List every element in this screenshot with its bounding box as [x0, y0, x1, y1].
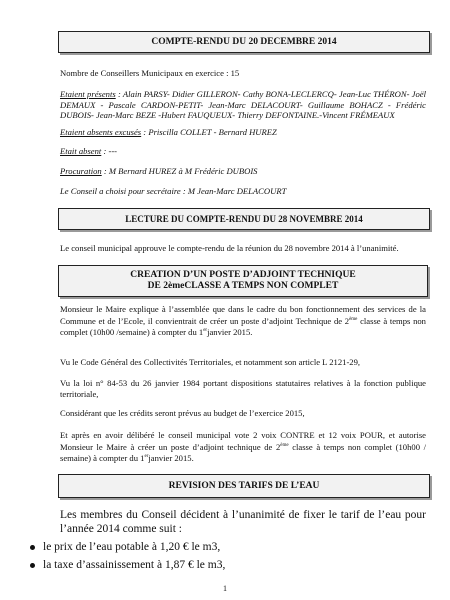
- secretaire-line: Le Conseil a choisi pour secrétaire : M Jean-Marc DELACOURT: [60, 186, 287, 196]
- creation-p1-sup-1: ème: [349, 316, 358, 322]
- creation-p5-text-a: Et après en avoir délibéré le conseil municipal vote 2 voix CONTRE et 12 voix POUR, et autorise Monsieur le Maire à créer un poste d’adjoint technique de 2: [60, 430, 426, 452]
- presents-text: : Alain PARSY- Didier GILLERON- Cathy BONA-LECLERCQ- Jean-Luc THÉRON- Joël DEMAUX - Pascale CARDON-PETIT- Jean-Marc DELACOURT- Guillaume BOHACZ - Frédéric DUBOIS- Jean-Marc BEZE -Hubert FAUQUEUX- Thierry DEFONTAINE.-Vincent FRÉMEAUX: [60, 89, 426, 121]
- creation-p5-sup-1: ème: [280, 442, 289, 448]
- creation-p5-text-b: classe à temps non complet (10h00 / semaine) à compter du 1: [60, 441, 426, 463]
- creation-paragraph-2: Vu le Code Général des Collectivités Territoriales, et notamment son article L 2121-29,: [60, 357, 361, 367]
- creation-p1-sup-2: er: [203, 328, 208, 334]
- procuration-line: [60, 166, 426, 177]
- header-title: COMPTE-RENDU DU 20 DECEMBRE 2014: [151, 37, 337, 47]
- creation-title-line-1: CREATION D’UN POSTE D’ADJOINT TECHNIQUE: [130, 270, 356, 280]
- excuses-label: Etaient absents excusés: [60, 127, 142, 137]
- presents-label: Etaient présents: [60, 89, 116, 99]
- bullet-dot-icon: [30, 563, 35, 568]
- creation-title-box: [58, 265, 428, 297]
- absent-line: [60, 146, 426, 157]
- lecture-title-box: [58, 208, 430, 230]
- presents-paragraph: [60, 89, 426, 121]
- bullet-item-assainissement: [30, 558, 225, 572]
- absent-label: Etait absent: [60, 146, 102, 156]
- tarifs-text: Les membres du Conseil décident à l’unanimité de fixer le tarif de l’eau pour l’année 2014 comme suit :: [60, 509, 426, 535]
- conseillers-count: Nombre de Conseillers Municipaux en exercice : 15: [60, 68, 240, 78]
- tarifs-title-box: [58, 474, 430, 498]
- creation-paragraph-4: Considérant que les crédits seront prévus au budget de l’exercice 2015,: [60, 408, 305, 418]
- creation-p5-sup-2: er: [144, 454, 149, 460]
- bullet-text: la taxe d’assainissement à 1,87 € le m3,: [43, 559, 226, 571]
- procuration-label: Procuration: [60, 166, 102, 176]
- excuses-line: [60, 127, 426, 138]
- bullet-item-eau-potable: [30, 540, 220, 554]
- creation-paragraph-3: Vu la loi n° 84-53 du 26 janvier 1984 portant dispositions statutaires relatives à la fonction publique territoriale,: [60, 378, 426, 399]
- absent-text: : ---: [101, 146, 118, 156]
- creation-p5-text-c: janvier 2015.: [148, 452, 194, 463]
- creation-title-line-2: DE 2èmeCLASSE A TEMPS NON COMPLET: [147, 281, 339, 291]
- lecture-text: Le conseil municipal approuve le compte-rendu de la réunion du 28 novembre 2014 à l’unanimité.: [60, 243, 399, 253]
- tarifs-title: REVISION DES TARIFS DE L’EAU: [168, 481, 320, 491]
- header-title-box: [58, 31, 430, 53]
- page-number: 1: [223, 584, 227, 593]
- procuration-text: : M Bernard HUREZ à M Frédéric DUBOIS: [101, 166, 258, 176]
- bullet-dot-icon: [30, 545, 35, 550]
- creation-p1-text-c: janvier 2015.: [207, 326, 253, 337]
- bullet-text: le prix de l’eau potable à 1,20 € le m3,: [43, 541, 221, 553]
- lecture-title: LECTURE DU COMPTE-RENDU DU 28 NOVEMBRE 2014: [125, 214, 363, 224]
- creation-p1-text-a: Monsieur le Maire explique à l’assemblée que dans le cadre du bon fonctionnement des services de la Commune et de l’Ecole, il convientrait de créer un poste d’adjoint Technique de 2: [60, 304, 426, 326]
- excuses-text: : Priscilla COLLET - Bernard HUREZ: [141, 127, 277, 137]
- creation-p1-text-b: classe à temps non complet (10h00 /semaine) à compter du 1: [60, 315, 426, 337]
- creation-paragraph-1: [60, 304, 426, 338]
- creation-paragraph-5: [60, 430, 426, 464]
